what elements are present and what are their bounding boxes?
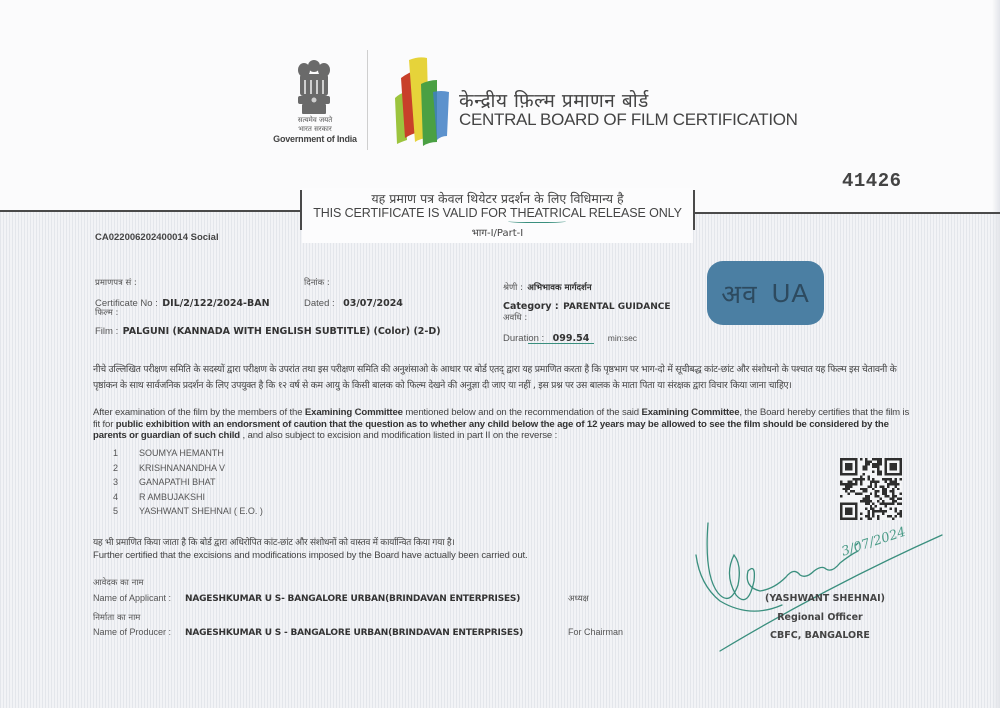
cert-no-label-hindi: प्रमाणपत्र सं : bbox=[95, 278, 137, 288]
member-name: R AMBUJAKSHI bbox=[139, 491, 206, 502]
applicant-label: Name of Applicant : bbox=[93, 593, 172, 603]
rating-english: UA bbox=[771, 277, 810, 308]
film-label: Film : bbox=[95, 326, 119, 337]
text-segment: , and also subject to excision and modification listed in part II on the reverse : bbox=[239, 430, 558, 441]
validity-note-hindi: यह प्रमाण पत्र केवल थियेटर प्रदर्शन के लिए विधिमान्य है bbox=[371, 191, 624, 206]
further-certified-english: Further certified that the excisions and modifications imposed by the Board have actually been carried out. bbox=[93, 550, 528, 561]
member-number: 5 bbox=[113, 506, 119, 516]
date-row bbox=[304, 293, 403, 311]
committee-member bbox=[113, 492, 263, 507]
producer-value: NAGESHKUMAR U S - BANGALORE URBAN(BRINDAVAN ENTERPRISES) bbox=[185, 628, 524, 638]
text-emphasis: Examining Committee bbox=[304, 407, 403, 418]
category-hindi-row bbox=[503, 277, 592, 295]
category-value: PARENTAL GUIDANCE bbox=[563, 302, 671, 312]
signatory-office: CBFC, BANGALORE bbox=[770, 630, 870, 641]
rating-hindi: अव bbox=[721, 280, 758, 310]
member-number: 4 bbox=[113, 491, 119, 502]
duration-label: Duration : bbox=[503, 333, 545, 344]
text-emphasis: public exhibition with an endorsment of caution that the question as to whether any child below the age of 12 years may be allowed to see the film should be considered by the parents or guardian of such child bbox=[93, 418, 889, 441]
member-number: 3 bbox=[113, 477, 119, 487]
validity-bracket-right bbox=[693, 190, 695, 230]
further-certified-hindi: यह भी प्रमाणित किया जाता है कि बोर्ड द्वारा अधिरोपित कांट-छांट और संशोधनों को वास्तव में कार्यान्वित किया गया है। bbox=[93, 538, 455, 548]
category-row bbox=[503, 296, 671, 314]
committee-member bbox=[113, 506, 263, 521]
date-value: 03/07/2024 bbox=[343, 298, 403, 309]
chairman-label-hindi: अध्यक्ष bbox=[568, 594, 589, 604]
qr-code-icon[interactable] bbox=[840, 458, 902, 520]
cert-no-row bbox=[95, 293, 270, 311]
text-segment: After examination of the film by the members of the bbox=[93, 407, 305, 418]
org-name-english: CENTRAL BOARD OF FILM CERTIFICATION bbox=[459, 110, 798, 129]
member-number: 1 bbox=[113, 448, 119, 458]
member-name: SOUMYA HEMANTH bbox=[139, 448, 224, 458]
duration-label-hindi: अवधि : bbox=[503, 313, 528, 323]
duration-unit: min:sec bbox=[607, 333, 638, 343]
paper-edge bbox=[992, 0, 1000, 708]
date-label-hindi: दिनांक : bbox=[304, 278, 330, 288]
certificate-serial-number: 41426 bbox=[842, 170, 902, 192]
category-label-hindi: श्रेणी : bbox=[503, 283, 523, 293]
government-of-india-label: Government of India bbox=[273, 134, 357, 144]
certification-text-hindi: नीचे उल्लिखित परीक्षण समिति के सदस्यों द्वारा परीक्षण के उपरांत तथा इस परीक्षण समिति की अनुशंसाओ के आधार पर बोर्ड एतद् द्वारा यह प्रमाणित करता है कि पृष्ठभाग पर भाग-दो में सूचीबद्ध कांट-छांट और संशोधनो के पश्चात यह फिल्म इस चेतावनी के पृष्ठांकन के साथ सार्वजनिक प्रदर्शन के लिए उपयुक्त है कि १२ वर्ष से कम आयु के किसी बालक को फिल्म देखने की अनुज्ञा दी जाए या नहीं , इस प्रश्न पर उस बालक के माता पिता या संरक्षक द्वारा विचार किया जाना चाहिए। bbox=[93, 364, 897, 391]
header-divider bbox=[367, 50, 368, 150]
text-emphasis: Examining Committee bbox=[641, 407, 740, 418]
committee-member bbox=[113, 463, 263, 478]
header-rule-left bbox=[0, 210, 300, 212]
emblem-govt-hindi: भारत सरकार bbox=[298, 125, 332, 133]
part-label: भाग-I/Part-I bbox=[471, 228, 524, 239]
date-label: Dated : bbox=[304, 298, 335, 309]
producer-label: Name of Producer : bbox=[93, 627, 172, 637]
producer-label-hindi: निर्माता का नाम bbox=[93, 613, 141, 623]
member-name: YASHWANT SHEHNAI ( E.O. ) bbox=[139, 506, 263, 516]
committee-member bbox=[113, 477, 263, 492]
emblem-motto: सत्यमेव जयते bbox=[297, 116, 333, 124]
member-name: GANAPATHI BHAT bbox=[139, 477, 216, 487]
cert-no-label: Certificate No : bbox=[95, 298, 158, 309]
signature-date: 3/07/2024 bbox=[839, 524, 908, 560]
pen-underline-mark bbox=[528, 341, 594, 344]
applicant-value: NAGESHKUMAR U S- BANGALORE URBAN(BRINDAVAN ENTERPRISES) bbox=[185, 594, 521, 604]
signatory-title: Regional Officer bbox=[777, 612, 863, 623]
pen-underline-mark bbox=[508, 219, 566, 223]
committee-member bbox=[113, 448, 263, 463]
member-number: 2 bbox=[113, 462, 119, 473]
film-label-hindi: फिल्म : bbox=[95, 308, 119, 318]
national-emblem-icon bbox=[290, 58, 338, 120]
org-name-hindi: केन्द्रीय फ़िल्म प्रमाणन बोर्ड bbox=[459, 90, 649, 112]
for-chairman-label: For Chairman bbox=[568, 627, 624, 637]
signatory-name: (YASHWANT SHEHNAI) bbox=[764, 593, 885, 604]
duration-value: 099.54 bbox=[552, 333, 590, 344]
text-segment: , the Board hereby certifies that the film is fit for bbox=[93, 407, 910, 430]
film-title-value: PALGUNI (KANNADA WITH ENGLISH SUBTITLE) (Color) (2-D) bbox=[122, 326, 441, 337]
category-label: Category : bbox=[503, 301, 559, 312]
cert-no-value: DIL/2/122/2024-BAN bbox=[162, 298, 270, 309]
category-value-hindi: अभिभावक मार्गदर्शन bbox=[527, 283, 592, 293]
rating-badge bbox=[707, 261, 824, 325]
film-row bbox=[95, 321, 441, 339]
text-segment: mentioned below and on the recommendation of the said bbox=[402, 407, 642, 418]
examining-committee-list bbox=[113, 448, 263, 521]
member-name: KRISHNANANDHA V bbox=[139, 462, 226, 473]
certification-text-english bbox=[93, 407, 913, 442]
cbfc-logo-icon bbox=[393, 56, 453, 148]
applicant-label-hindi: आवेदक का नाम bbox=[93, 578, 144, 588]
header-rule-right bbox=[694, 212, 1000, 214]
validity-note-english: THIS CERTIFICATE IS VALID FOR THEATRICAL RELEASE ONLY bbox=[313, 206, 682, 220]
reference-code: CA022006202400014 Social bbox=[95, 232, 219, 243]
